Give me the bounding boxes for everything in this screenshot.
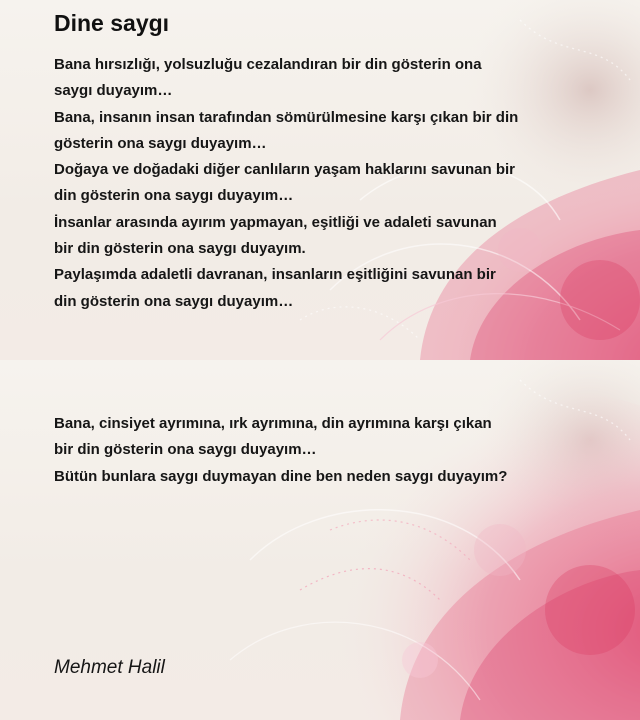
poem-line: din gösterin ona saygı duyayım…	[54, 292, 294, 310]
poem-title: Dine saygı	[54, 10, 170, 36]
poem-line: İnsanlar arasında ayırım yapmayan, eşitliği ve adaleti savunan	[54, 213, 497, 231]
poem-line: Bana, cinsiyet ayrımına, ırk ayrımına, din ayrımına karşı çıkan	[54, 415, 492, 432]
poem-stanza-2	[54, 411, 507, 490]
poem-line: Bütün bunlara saygı duymayan dine ben neden saygı duyayım?	[54, 467, 508, 485]
poem-line: Paylaşımda adaletli davranan, insanların eşitliğini savunan bir	[54, 266, 496, 284]
poem-line: saygı duyayım…	[54, 82, 173, 100]
poem-line: Bana hırsızlığı, yolsuzluğu cezalandıran bir din gösterin ona	[54, 56, 482, 73]
poem-line: bir din gösterin ona saygı duyayım.	[54, 240, 306, 258]
poem-line: bir din gösterin ona saygı duyayım…	[54, 441, 317, 459]
poem-stanza-1	[54, 52, 518, 315]
poem-author: Mehmet Halil	[54, 657, 165, 678]
poem-line: Doğaya ve doğadaki diğer canlıların yaşam haklarını savunan bir	[54, 161, 516, 179]
poem-line: Bana, insanın insan tarafından sömürülmesine karşı çıkan bir din	[54, 108, 519, 126]
poem-line: din gösterin ona saygı duyayım…	[54, 187, 294, 205]
poem-line: gösterin ona saygı duyayım…	[54, 134, 267, 152]
